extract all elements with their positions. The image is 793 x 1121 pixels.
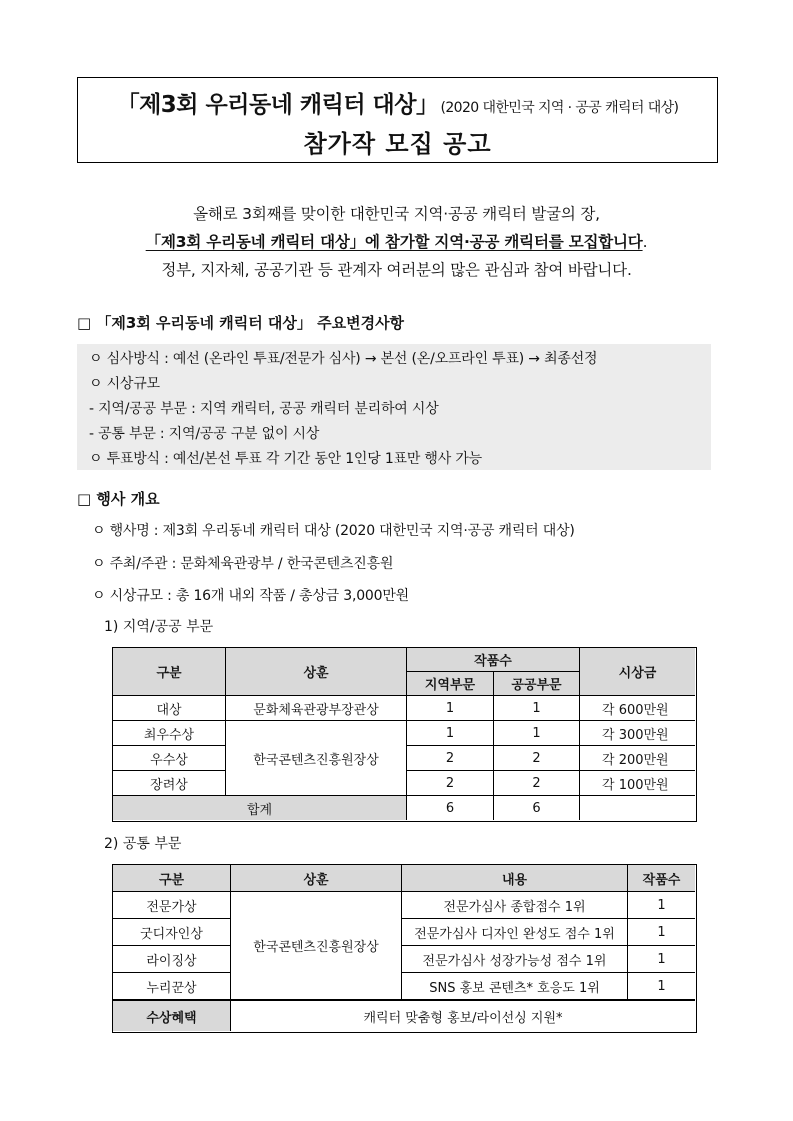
intro-line-3: 정부, 지자체, 공공기관 등 관계자 여러분의 많은 관심과 참여 바랍니다. [161, 261, 632, 279]
table1-cell-prize: 각 200만원 [580, 746, 695, 771]
intro-line-1: 올해로 3회째를 맞이한 대한민국 지역·공공 캐릭터 발굴의 장, [193, 205, 600, 223]
changes-item: ㅇ 투표방식 : 예선/본선 투표 각 기간 동안 1인당 1표만 행사 가능 [89, 451, 482, 467]
table2-merged-award: 한국콘텐츠진흥원장상 [231, 892, 402, 1001]
table2-cell-content: 전문가심사 성장가능성 점수 1위 [402, 946, 628, 973]
table2-benefit-value: 캐릭터 맞춤형 홍보/라이선싱 지원* [363, 1010, 563, 1026]
table1-cell-public: 1 [494, 721, 580, 746]
changes-item: ㅇ 시상규모 [89, 376, 160, 392]
table1-cell-regional: 1 [407, 721, 494, 746]
table1-header-works: 작품수 [407, 648, 580, 672]
table1-cell-award: 문화체육관광부장관상 [226, 696, 407, 721]
table2-caption: 2) 공통 부문 [104, 836, 182, 852]
table2-cell-content: 전문가심사 종합점수 1위 [402, 892, 628, 919]
table1-cell-category: 장려상 [113, 771, 226, 796]
table2-cell-works: 1 [628, 892, 695, 919]
table1 [112, 647, 697, 822]
table2-cell-category: 라이징상 [113, 946, 231, 973]
table2-cell-category: 누리꾼상 [113, 973, 231, 1001]
intro-line-2 [0, 230, 793, 252]
table1-header-public: 공공부문 [494, 672, 580, 696]
title-sub: (2020 대한민국 지역 · 공공 캐릭터 대상) [440, 100, 679, 116]
table1-cell-prize: 각 600만원 [580, 696, 695, 721]
table2-header-award: 상훈 [231, 865, 402, 892]
intro-period: . [642, 233, 648, 251]
table1-header-regional: 지역부문 [407, 672, 494, 696]
table1-header-prize: 시상금 [580, 648, 695, 696]
title-box [77, 77, 718, 163]
table1-cell-public: 2 [494, 771, 580, 796]
table1-total-prize [580, 796, 695, 820]
table1-total-regional: 6 [407, 796, 494, 820]
table1-cell-prize: 각 100만원 [580, 771, 695, 796]
table1-cell-category: 우수상 [113, 746, 226, 771]
table1-cell-regional: 2 [407, 746, 494, 771]
table1-merged-award: 한국콘텐츠진흥원장상 [226, 721, 407, 796]
table1-cell-category: 대상 [113, 696, 226, 721]
table2-cell-category: 굿디자인상 [113, 919, 231, 946]
title-main: 「제3회 우리동네 캐릭터 대상」 [116, 92, 439, 118]
table1-total-public: 6 [494, 796, 580, 820]
title-line-2: 참가작 모집 공고 [303, 130, 492, 158]
table1-header-award: 상훈 [226, 648, 407, 696]
changes-item: - 지역/공공 부문 : 지역 캐릭터, 공공 캐릭터 분리하여 시상 [89, 401, 439, 417]
table1-cell-regional: 2 [407, 771, 494, 796]
overview-item: ㅇ 시상규모 : 총 16개 내외 작품 / 총상금 3,000만원 [92, 588, 409, 604]
table1-cell-regional: 1 [407, 696, 494, 721]
table2-cell-works: 1 [628, 973, 695, 1001]
overview-heading: □ 행사 개요 [77, 490, 160, 508]
table1-cell-public: 1 [494, 696, 580, 721]
intro-highlight: 「제3회 우리동네 캐릭터 대상」에 참가할 지역·공공 캐릭터를 모집합니다 [145, 233, 643, 251]
table1-caption: 1) 지역/공공 부문 [104, 619, 214, 635]
changes-item: - 공통 부문 : 지역/공공 구분 없이 시상 [89, 426, 320, 442]
table1-total-label: 합계 [113, 796, 407, 820]
table2-header-works: 작품수 [628, 865, 695, 892]
table2-cell-category: 전문가상 [113, 892, 231, 919]
table2-benefit-label: 수상혜택 [113, 1001, 231, 1031]
table2-cell-works: 1 [628, 946, 695, 973]
title-line-1 [78, 86, 717, 119]
table2-header-content: 내용 [402, 865, 628, 892]
table1-cell-category: 최우수상 [113, 721, 226, 746]
table1-cell-public: 2 [494, 746, 580, 771]
overview-item: ㅇ 행사명 : 제3회 우리동네 캐릭터 대상 (2020 대한민국 지역·공공 캐릭터 대상) [92, 523, 575, 539]
table1-header-category: 구분 [113, 648, 226, 696]
overview-item: ㅇ 주최/주관 : 문화체육관광부 / 한국콘텐츠진흥원 [92, 556, 394, 572]
table2 [112, 864, 697, 1033]
changes-item: ㅇ 심사방식 : 예선 (온라인 투표/전문가 심사) → 본선 (온/오프라인 투표) → 최종선정 [89, 351, 598, 367]
table2-cell-works: 1 [628, 919, 695, 946]
table2-cell-content: SNS 홍보 콘텐츠* 호응도 1위 [402, 973, 628, 1001]
table1-cell-prize: 각 300만원 [580, 721, 695, 746]
changes-heading: □ 「제3회 우리동네 캐릭터 대상」 주요변경사항 [77, 314, 405, 332]
changes-box [77, 344, 711, 470]
table2-header-category: 구분 [113, 865, 231, 892]
table2-cell-content: 전문가심사 디자인 완성도 점수 1위 [402, 919, 628, 946]
